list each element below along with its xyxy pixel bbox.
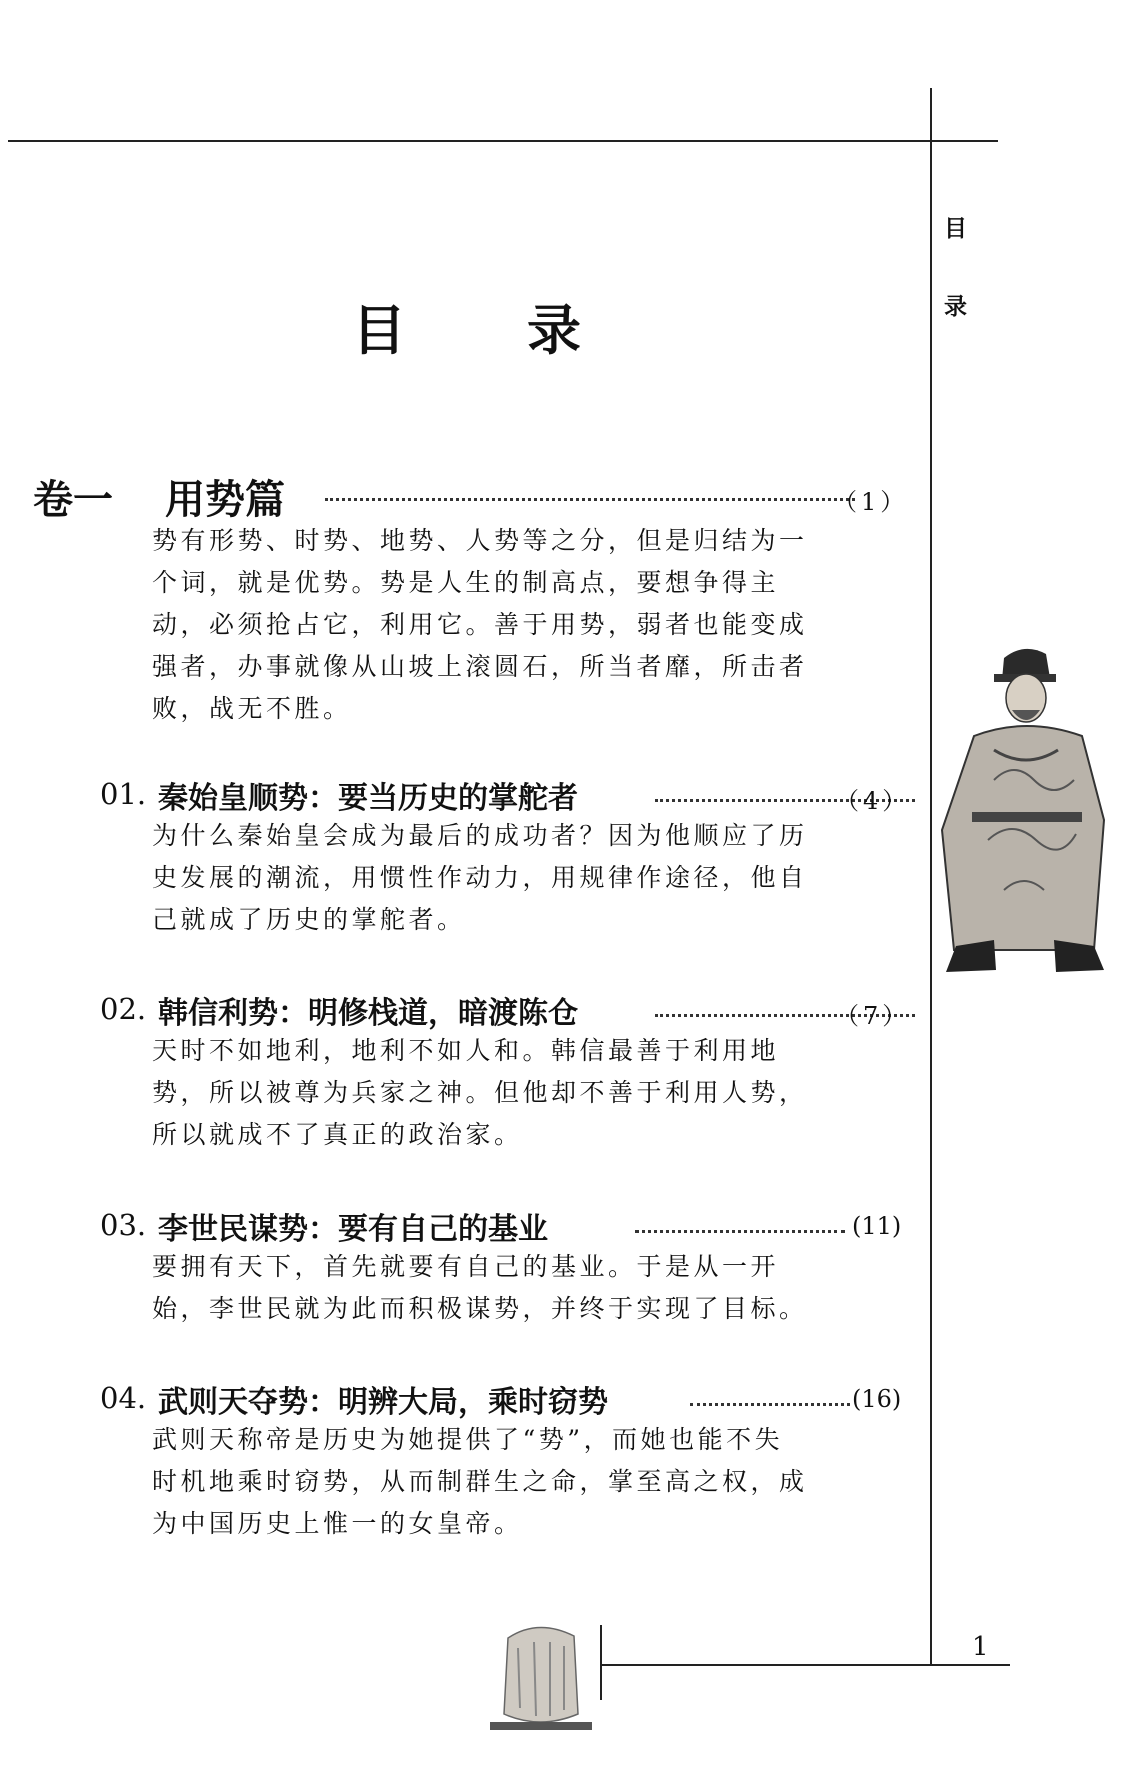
page-title-char: 目: [352, 299, 408, 362]
summary-line: 势有形势、时势、地势、人势等之分，但是归结为一: [152, 526, 808, 555]
part-title: 用势篇: [165, 477, 285, 523]
toc-entry-01[interactable]: [100, 773, 911, 817]
leader-dots: [690, 1403, 850, 1406]
entry-number: 03.: [100, 1208, 147, 1242]
entry-page-ref: （4）: [835, 787, 911, 815]
bottom-rule-tick: [600, 1625, 602, 1700]
bottom-rule: [600, 1664, 1010, 1666]
entry-summary-line: 始，李世民就为此而积极谋势，并终于实现了目标。: [152, 1294, 808, 1323]
entry-summary-line: 时机地乘时窃势，从而制群生之命，掌至高之权，成: [152, 1467, 808, 1496]
entry-summary-line: 己就成了历史的掌舵者。: [152, 905, 466, 934]
entry-title: 秦始皇顺势：要当历史的掌舵者: [158, 781, 578, 816]
running-header-char: 目: [944, 216, 967, 242]
margin-rule: [930, 88, 932, 1666]
entry-page-ref: (16): [852, 1385, 902, 1413]
summary-line: 败，战无不胜。: [152, 694, 352, 723]
entry-title: 韩信利势：明修栈道，暗渡陈仓: [158, 996, 578, 1031]
part-label: 卷一: [33, 477, 113, 523]
leader-dots: [325, 498, 855, 501]
entry-number: 02.: [100, 992, 147, 1026]
page-number: 1: [972, 1632, 989, 1662]
leader-dots: [635, 1230, 845, 1233]
entry-summary-line: 要拥有天下，首先就要有自己的基业。于是从一开: [152, 1252, 780, 1281]
entry-summary-line: 所以就成不了真正的政治家。: [152, 1120, 523, 1149]
toc-entry-03[interactable]: [100, 1204, 903, 1248]
entry-summary-line: 为中国历史上惟一的女皇帝。: [152, 1509, 523, 1538]
entry-number: 04.: [100, 1381, 147, 1415]
summary-line: 动，必须抢占它，利用它。善于用势，弱者也能变成: [152, 610, 808, 639]
toc-entry-04[interactable]: [100, 1377, 903, 1421]
emperor-portrait-illustration: [934, 640, 1110, 980]
summary-line: 强者，办事就像从山坡上滚圆石，所当者靡，所击者: [152, 652, 808, 681]
entry-page-ref: (11): [852, 1212, 902, 1240]
part-heading[interactable]: [33, 468, 909, 523]
summary-line: 个词，就是优势。势是人生的制高点，要想争得主: [152, 568, 780, 597]
entry-title: 武则天夺势：明辨大局，乘时窃势: [158, 1385, 608, 1420]
ornament-illustration: [488, 1618, 594, 1748]
part-page-ref: （1）: [833, 488, 909, 516]
running-header-char: 录: [944, 294, 967, 320]
entry-title: 李世民谋势：要有自己的基业: [158, 1212, 548, 1247]
entry-summary-line: 史发展的潮流，用惯性作动力，用规律作途径，他自: [152, 863, 808, 892]
toc-entry-02[interactable]: [100, 988, 911, 1032]
entry-summary-line: 为什么秦始皇会成为最后的成功者？因为他顺应了历: [152, 821, 808, 850]
entry-number: 01.: [100, 777, 147, 811]
entry-page-ref: （7）: [835, 1002, 911, 1030]
entry-summary-line: 天时不如地利，地利不如人和。韩信最善于利用地: [152, 1036, 780, 1065]
entry-summary-line: 武则天称帝是历史为她提供了“势”，而她也能不失: [152, 1425, 784, 1454]
entry-summary-line: 势，所以被尊为兵家之神。但他却不善于利用人势，: [152, 1078, 808, 1107]
page-title-char: 录: [527, 299, 583, 362]
top-rule: [8, 140, 998, 142]
